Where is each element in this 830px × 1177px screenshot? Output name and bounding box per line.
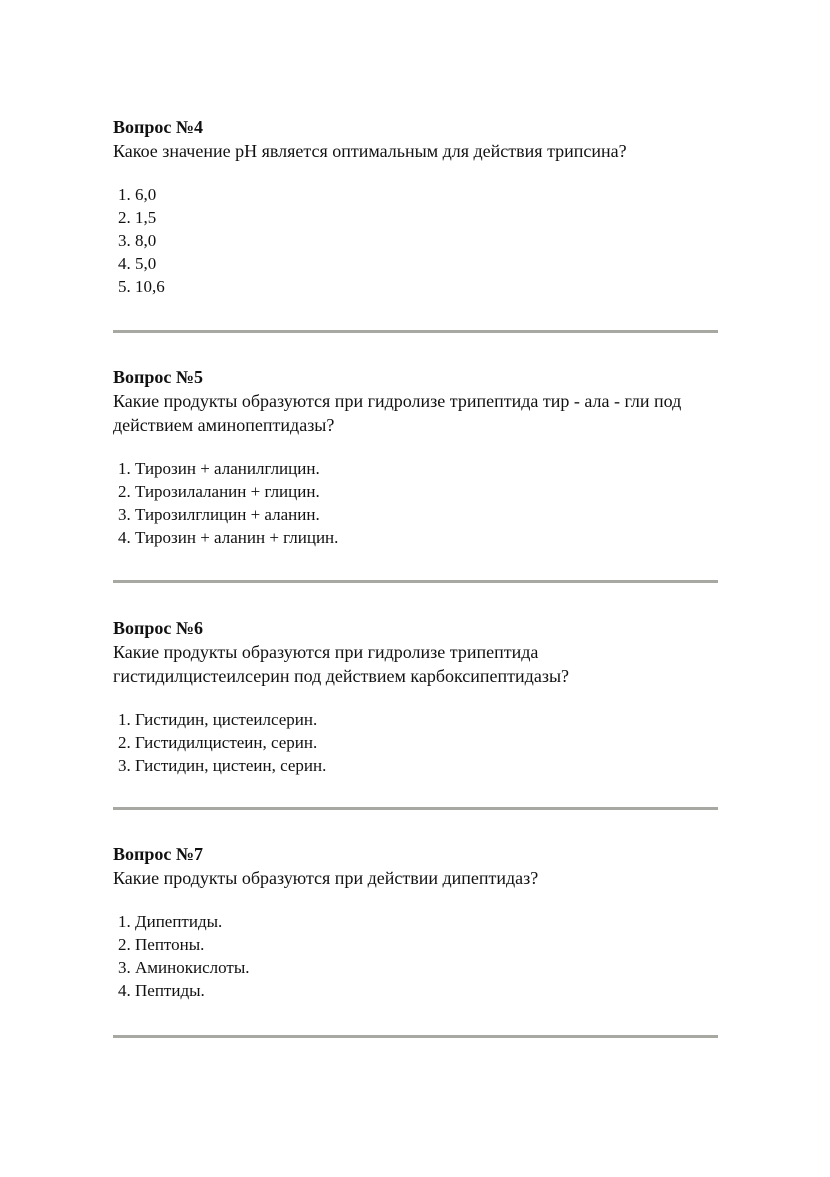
divider xyxy=(113,330,718,333)
divider xyxy=(113,1035,718,1038)
answer-list xyxy=(113,457,718,549)
question-title: Вопрос №6 xyxy=(113,618,203,638)
question-text: Какие продукты образуются при гидролизе трипептида тир - ала - гли под действием аминопептидазы? xyxy=(113,391,682,435)
question-title: Вопрос №7 xyxy=(113,844,203,864)
answer-option: 2. Пептоны. xyxy=(118,935,205,954)
answer-list xyxy=(113,910,718,1002)
answer-option: 4. Тирозин + аланин + глицин. xyxy=(118,528,339,547)
answer-option: 4. 5,0 xyxy=(118,254,157,273)
question-block-6 xyxy=(113,616,718,777)
question-block-7 xyxy=(113,842,718,1002)
answer-option: 5. 10,6 xyxy=(118,277,165,296)
answer-option: 3. Аминокислоты. xyxy=(118,958,250,977)
answer-option: 1. 6,0 xyxy=(118,185,157,204)
question-title: Вопрос №5 xyxy=(113,367,203,387)
answer-option: 3. Гистидин, цистеин, серин. xyxy=(118,756,327,775)
answer-list xyxy=(113,708,718,777)
answer-option: 3. Тирозилглицин + аланин. xyxy=(118,505,320,524)
question-block-5 xyxy=(113,365,718,549)
answer-option: 3. 8,0 xyxy=(118,231,157,250)
answer-option: 1. Тирозин + аланилглицин. xyxy=(118,459,320,478)
answer-option: 2. Гистидилцистеин, серин. xyxy=(118,733,318,752)
answer-list xyxy=(113,183,718,298)
answer-option: 2. Тирозилаланин + глицин. xyxy=(118,482,320,501)
question-text: Какое значение рН является оптимальным для действия трипсина? xyxy=(113,141,627,161)
answer-option: 1. Гистидин, цистеилсерин. xyxy=(118,710,318,729)
question-block-4 xyxy=(113,115,718,298)
answer-option: 4. Пептиды. xyxy=(118,981,205,1000)
divider xyxy=(113,807,718,810)
answer-option: 1. Дипептиды. xyxy=(118,912,223,931)
divider xyxy=(113,580,718,583)
question-text: Какие продукты образуются при действии дипептидаз? xyxy=(113,868,539,888)
answer-option: 2. 1,5 xyxy=(118,208,157,227)
question-text: Какие продукты образуются при гидролизе трипептида гистидилцистеилсерин под действием карбоксипептидазы? xyxy=(113,642,570,686)
question-title: Вопрос №4 xyxy=(113,117,203,137)
